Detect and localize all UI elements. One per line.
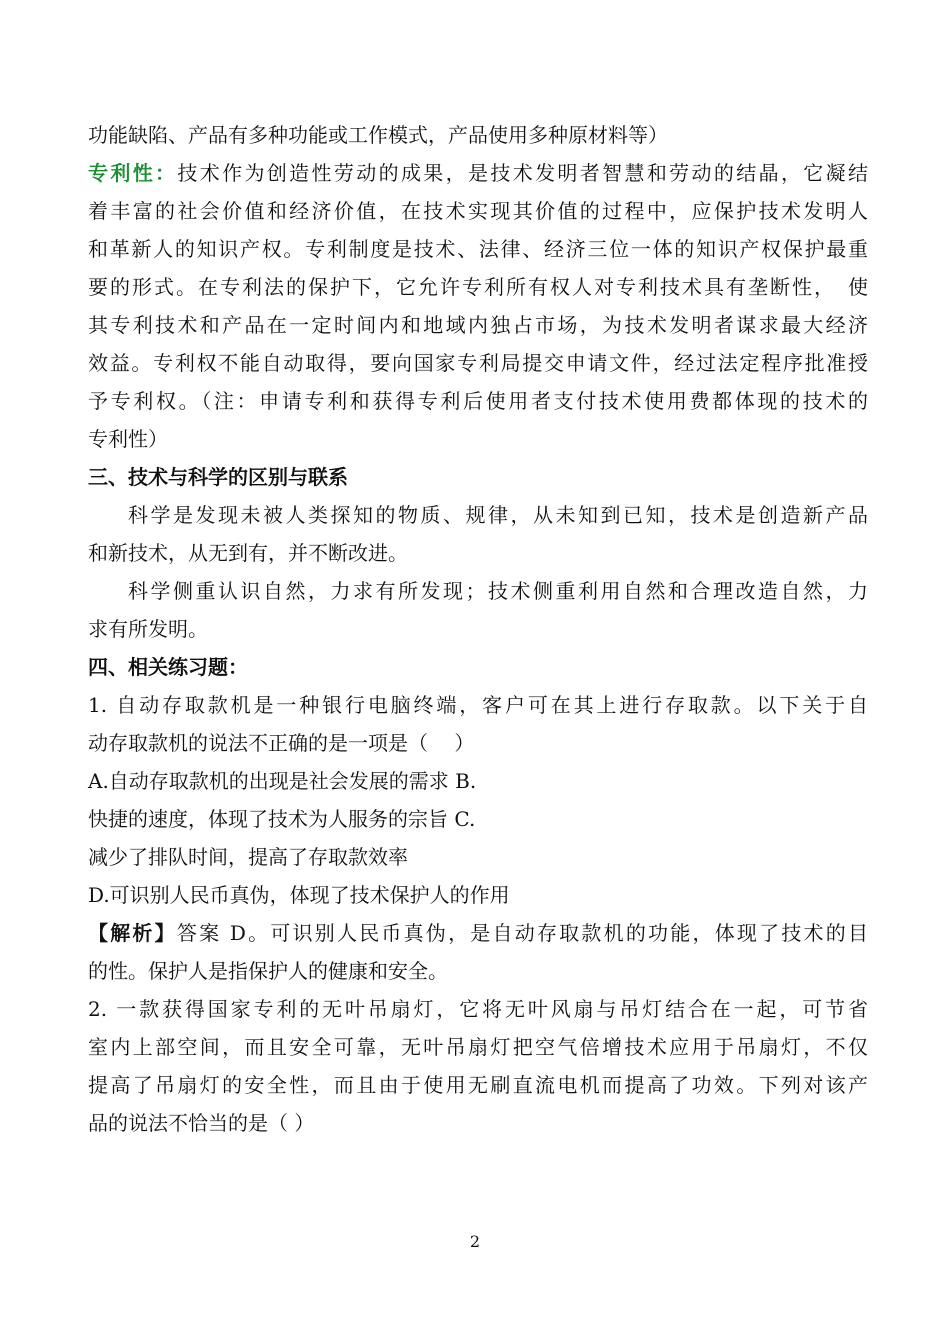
paragraph-line: 着丰富的社会价值和经济价值，在技术实现其价值的过程中，应保护技术发明人: [88, 199, 868, 223]
analysis-line: [88, 918, 868, 948]
paragraph-line: 要的形式。在专利法的保护下，它允许专利所有权人对专利技术具有垄断性， 使: [88, 275, 868, 299]
paragraph-line: 科学侧重认识自然，力求有所发现；技术侧重利用自然和合理改造自然，力: [128, 579, 868, 603]
paragraph-line: [88, 158, 868, 188]
question-2-line: 室内上部空间，而且安全可靠，无叶吊扇灯把空气倍增技术应用于吊扇灯，不仅: [88, 1035, 868, 1059]
question-1-line: 1. 自动存取款机是一种银行电脑终端，客户可在其上进行存取款。以下关于自: [88, 693, 868, 717]
paragraph-line: 和新技术，从无到有，并不断改进。: [88, 541, 408, 565]
section-heading-4: 四、相关练习题：: [88, 655, 248, 679]
question-2-line: 2. 一款获得国家专利的无叶吊扇灯，它将无叶风扇与吊灯结合在一起，可节省: [88, 997, 868, 1021]
paragraph-line: 其专利技术和产品在一定时间内和地域内独占市场，为技术发明者谋求最大经济: [88, 313, 868, 337]
option-line: A.自动存取款机的出现是社会发展的需求 B.: [88, 769, 477, 793]
paragraph-line: 求有所发明。: [88, 617, 208, 641]
paragraph-line: 科学是发现未被人类探知的物质、规律，从未知到已知，技术是创造新产品: [128, 503, 868, 527]
paragraph-text: 技术作为创造性劳动的成果，是技术发明者智慧和劳动的结晶，它凝结: [177, 161, 869, 185]
paragraph-line: 功能缺陷、产品有多种功能或工作模式，产品使用多种原材料等）: [88, 123, 668, 147]
analysis-text: 答案 D。可识别人民币真伪，是自动存取款机的功能，体现了技术的目: [176, 921, 868, 945]
option-line: 减少了排队时间，提高了存取款效率: [88, 845, 408, 869]
paragraph-line: 专利性）: [88, 427, 168, 451]
paragraph-line: 予专利权。（注：申请专利和获得专利后使用者支付技术使用费都体现的技术的: [88, 389, 868, 413]
analysis-line: 的性。保护人是指保护人的健康和安全。: [88, 959, 448, 983]
paragraph-line: 效益。专利权不能自动取得，要向国家专利局提交申请文件，经过法定程序批准授: [88, 351, 868, 375]
section-heading-3: 三、技术与科学的区别与联系: [88, 465, 348, 489]
term-patent: 专利性：: [88, 161, 178, 185]
option-line: 快捷的速度，体现了技术为人服务的宗旨 C.: [88, 807, 476, 831]
term-analysis: 【解析】: [88, 921, 177, 945]
paragraph-line: 和革新人的知识产权。专利制度是技术、法律、经济三位一体的知识产权保护最重: [88, 237, 868, 261]
question-1-line: 动存取款机的说法不正确的是一项是（ ）: [88, 731, 475, 755]
page-number: 2: [469, 1232, 481, 1251]
question-2-line: 提高了吊扇灯的安全性，而且由于使用无刷直流电机而提高了功效。下列对该产: [88, 1073, 868, 1097]
option-line: D.可识别人民币真伪，体现了技术保护人的作用: [88, 883, 510, 907]
question-2-line: 品的说法不恰当的是（ ）: [88, 1111, 315, 1135]
